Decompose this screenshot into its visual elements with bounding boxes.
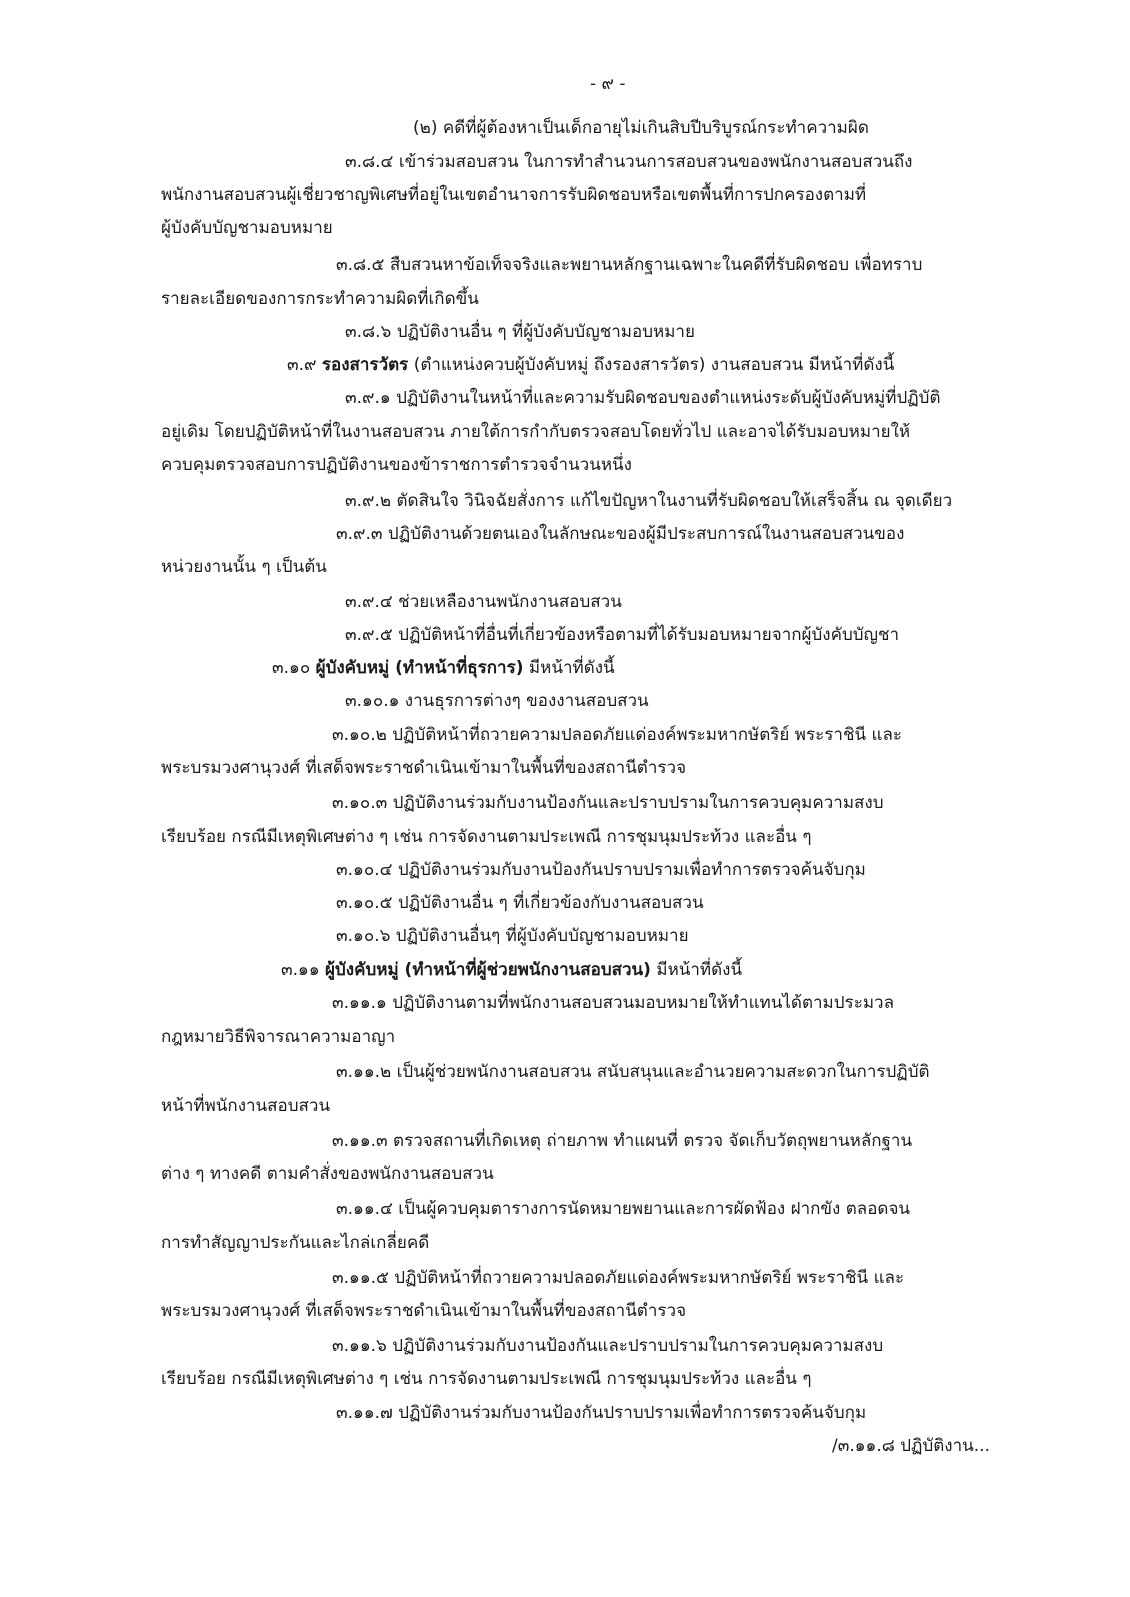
section-number: ๓.๙ — [287, 355, 322, 375]
paragraph-line: ๓.๑๑.๑ ปฏิบัติงานตามที่พนักงานสอบสวนมอบหมายให้ทำแทนได้ตามประมวล — [332, 993, 894, 1013]
paragraph-line: ๓.๘.๖ ปฏิบัติงานอื่น ๆ ที่ผู้บังคับบัญชามอบหมาย — [345, 322, 695, 342]
paragraph-line: หน่วยงานนั้น ๆ เป็นต้น — [161, 557, 327, 577]
paragraph-line: ๓.๙.๑ ปฏิบัติงานในหน้าที่และความรับผิดชอบของตำแหน่งระดับผู้บังคับหมู่ที่ปฏิบัติ — [345, 388, 941, 408]
paragraph-line: ๓.๑๑.๕ ปฏิบัติหน้าที่ถวายความปลอดภัยแด่องค์พระมหากษัตริย์ พระราชินี และ — [332, 1268, 905, 1288]
section-title: ผู้บังคับหมู่ (ทำหน้าที่ธุรการ) — [315, 658, 524, 678]
paragraph-line: ๓.๘.๕ สืบสวนหาข้อเท็จจริงและพยานหลักฐานเฉพาะในคดีที่รับผิดชอบ เพื่อทราบ — [336, 255, 923, 275]
paragraph-line: ๓.๑๐.๒ ปฏิบัติหน้าที่ถวายความปลอดภัยแด่องค์พระมหากษัตริย์ พระราชินี และ — [332, 725, 903, 745]
paragraph-line: ๓.๑๑.๔ เป็นผู้ควบคุมตารางการนัดหมายพยานและการผัดฟ้อง ฝากขัง ตลอดจน — [336, 1199, 911, 1219]
paragraph-line: หน้าที่พนักงานสอบสวน — [161, 1096, 331, 1116]
paragraph-line: ๓.๘.๔ เข้าร่วมสอบสวน ในการทำสำนวนการสอบสวนของพนักงานสอบสวนถึง — [345, 152, 913, 172]
paragraph-line: ๓.๙.๓ ปฏิบัติงานด้วยตนเองในลักษณะของผู้มีประสบการณ์ในงานสอบสวนของ — [336, 524, 905, 544]
paragraph-line: ๓.๑๑.๓ ตรวจสถานที่เกิดเหตุ ถ่ายภาพ ทำแผนที่ ตรวจ จัดเก็บวัตถุพยานหลักฐาน — [332, 1131, 913, 1151]
section-title: ผู้บังคับหมู่ (ทำหน้าที่ผู้ช่วยพนักงานสอบสวน) — [325, 960, 651, 980]
paragraph-line: ๓.๑๑.๖ ปฏิบัติงานร่วมกับงานป้องกันและปราบปรามในการควบคุมความสงบ — [332, 1336, 884, 1356]
paragraph-line: ๓.๑๐.๕ ปฏิบัติงานอื่น ๆ ที่เกี่ยวข้องกับงานสอบสวน — [336, 893, 704, 913]
paragraph-line: การทำสัญญาประกันและไกล่เกลี่ยคดี — [161, 1233, 430, 1253]
paragraph-line: อยู่เดิม โดยปฏิบัติหน้าที่ในงานสอบสวน ภายใต้การกำกับตรวจสอบโดยทั่วไป และอาจได้รับมอบหมายให้ — [161, 422, 911, 442]
paragraph-line: ๓.๑๑.๒ เป็นผู้ช่วยพนักงานสอบสวน สนับสนุนและอำนวยความสะดวกในการปฏิบัติ — [336, 1062, 930, 1082]
section-description: มีหน้าที่ดังนี้ — [650, 960, 743, 980]
paragraph-line: ผู้บังคับบัญชามอบหมาย — [161, 218, 333, 238]
section-description: (ตำแหน่งควบผู้บังคับหมู่ ถึงรองสารวัตร) งานสอบสวน มีหน้าที่ดังนี้ — [408, 355, 895, 375]
paragraph-line: ๓.๑๐.๓ ปฏิบัติงานร่วมกับงานป้องกันและปราบปรามในการควบคุมความสงบ — [332, 793, 884, 813]
paragraph-line: พระบรมวงศานุวงศ์ ที่เสด็จพระราชดำเนินเข้ามาในพื้นที่ของสถานีตำรวจ — [161, 758, 687, 778]
paragraph-line: เรียบร้อย กรณีมีเหตุพิเศษต่าง ๆ เช่น การจัดงานตามประเพณี การชุมนุมประท้วง และอื่น ๆ — [161, 1369, 812, 1389]
page-number: - ๙ - — [590, 74, 626, 94]
section-title: รองสารวัตร — [321, 355, 409, 375]
paragraph-line: พนักงานสอบสวนผู้เชี่ยวชาญพิเศษที่อยู่ในเขตอำนาจการรับผิดชอบหรือเขตพื้นที่การปกครองตามที่ — [161, 185, 867, 205]
paragraph-line: ต่าง ๆ ทางคดี ตามคำสั่งของพนักงานสอบสวน — [161, 1164, 494, 1184]
paragraph-line: ๓.๑๐.๔ ปฏิบัติงานร่วมกับงานป้องกันปราบปรามเพื่อทำการตรวจค้นจับกุม — [336, 860, 866, 880]
section-heading — [272, 656, 615, 680]
section-number: ๓.๑๑ — [281, 960, 326, 980]
section-heading — [281, 958, 742, 982]
continuation-note: /๓.๑๑.๘ ปฏิบัติงาน... — [832, 1436, 990, 1456]
paragraph-line: ๓.๙.๒ ตัดสินใจ วินิจฉัยสั่งการ แก้ไขปัญหาในงานที่รับผิดชอบให้เสร็จสิ้น ณ จุดเดียว — [345, 491, 953, 511]
paragraph-line: ๓.๙.๔ ช่วยเหลืองานพนักงานสอบสวน — [345, 592, 622, 612]
paragraph-line: ๓.๙.๕ ปฏิบัติหน้าที่อื่นที่เกี่ยวข้องหรือตามที่ได้รับมอบหมายจากผู้บังคับบัญชา — [345, 625, 900, 645]
paragraph-line: ๓.๑๑.๗ ปฏิบัติงานร่วมกับงานป้องกันปราบปรามเพื่อทำการตรวจค้นจับกุม — [336, 1403, 867, 1423]
paragraph-line: ๓.๑๐.๖ ปฏิบัติงานอื่นๆ ที่ผู้บังคับบัญชามอบหมาย — [336, 926, 689, 946]
paragraph-line: ควบคุมตรวจสอบการปฏิบัติงานของข้าราชการตำรวจจำนวนหนึ่ง — [161, 455, 632, 475]
section-heading — [287, 353, 894, 377]
paragraph-line: (๒) คดีที่ผู้ต้องหาเป็นเด็กอายุไม่เกินสิบปีบริบูรณ์กระทำความผิด — [413, 118, 869, 138]
section-description: มีหน้าที่ดังนี้ — [523, 658, 615, 678]
paragraph-line: เรียบร้อย กรณีมีเหตุพิเศษต่าง ๆ เช่น การจัดงานตามประเพณี การชุมนุมประท้วง และอื่น ๆ — [161, 827, 812, 847]
paragraph-line: ๓.๑๐.๑ งานธุรการต่างๆ ของงานสอบสวน — [345, 691, 649, 711]
paragraph-line: รายละเอียดของการกระทำความผิดที่เกิดขึ้น — [161, 289, 479, 309]
paragraph-line: พระบรมวงศานุวงศ์ ที่เสด็จพระราชดำเนินเข้ามาในพื้นที่ของสถานีตำรวจ — [161, 1301, 687, 1321]
section-number: ๓.๑๐ — [272, 658, 316, 678]
paragraph-line: กฎหมายวิธีพิจารณาความอาญา — [161, 1027, 396, 1047]
